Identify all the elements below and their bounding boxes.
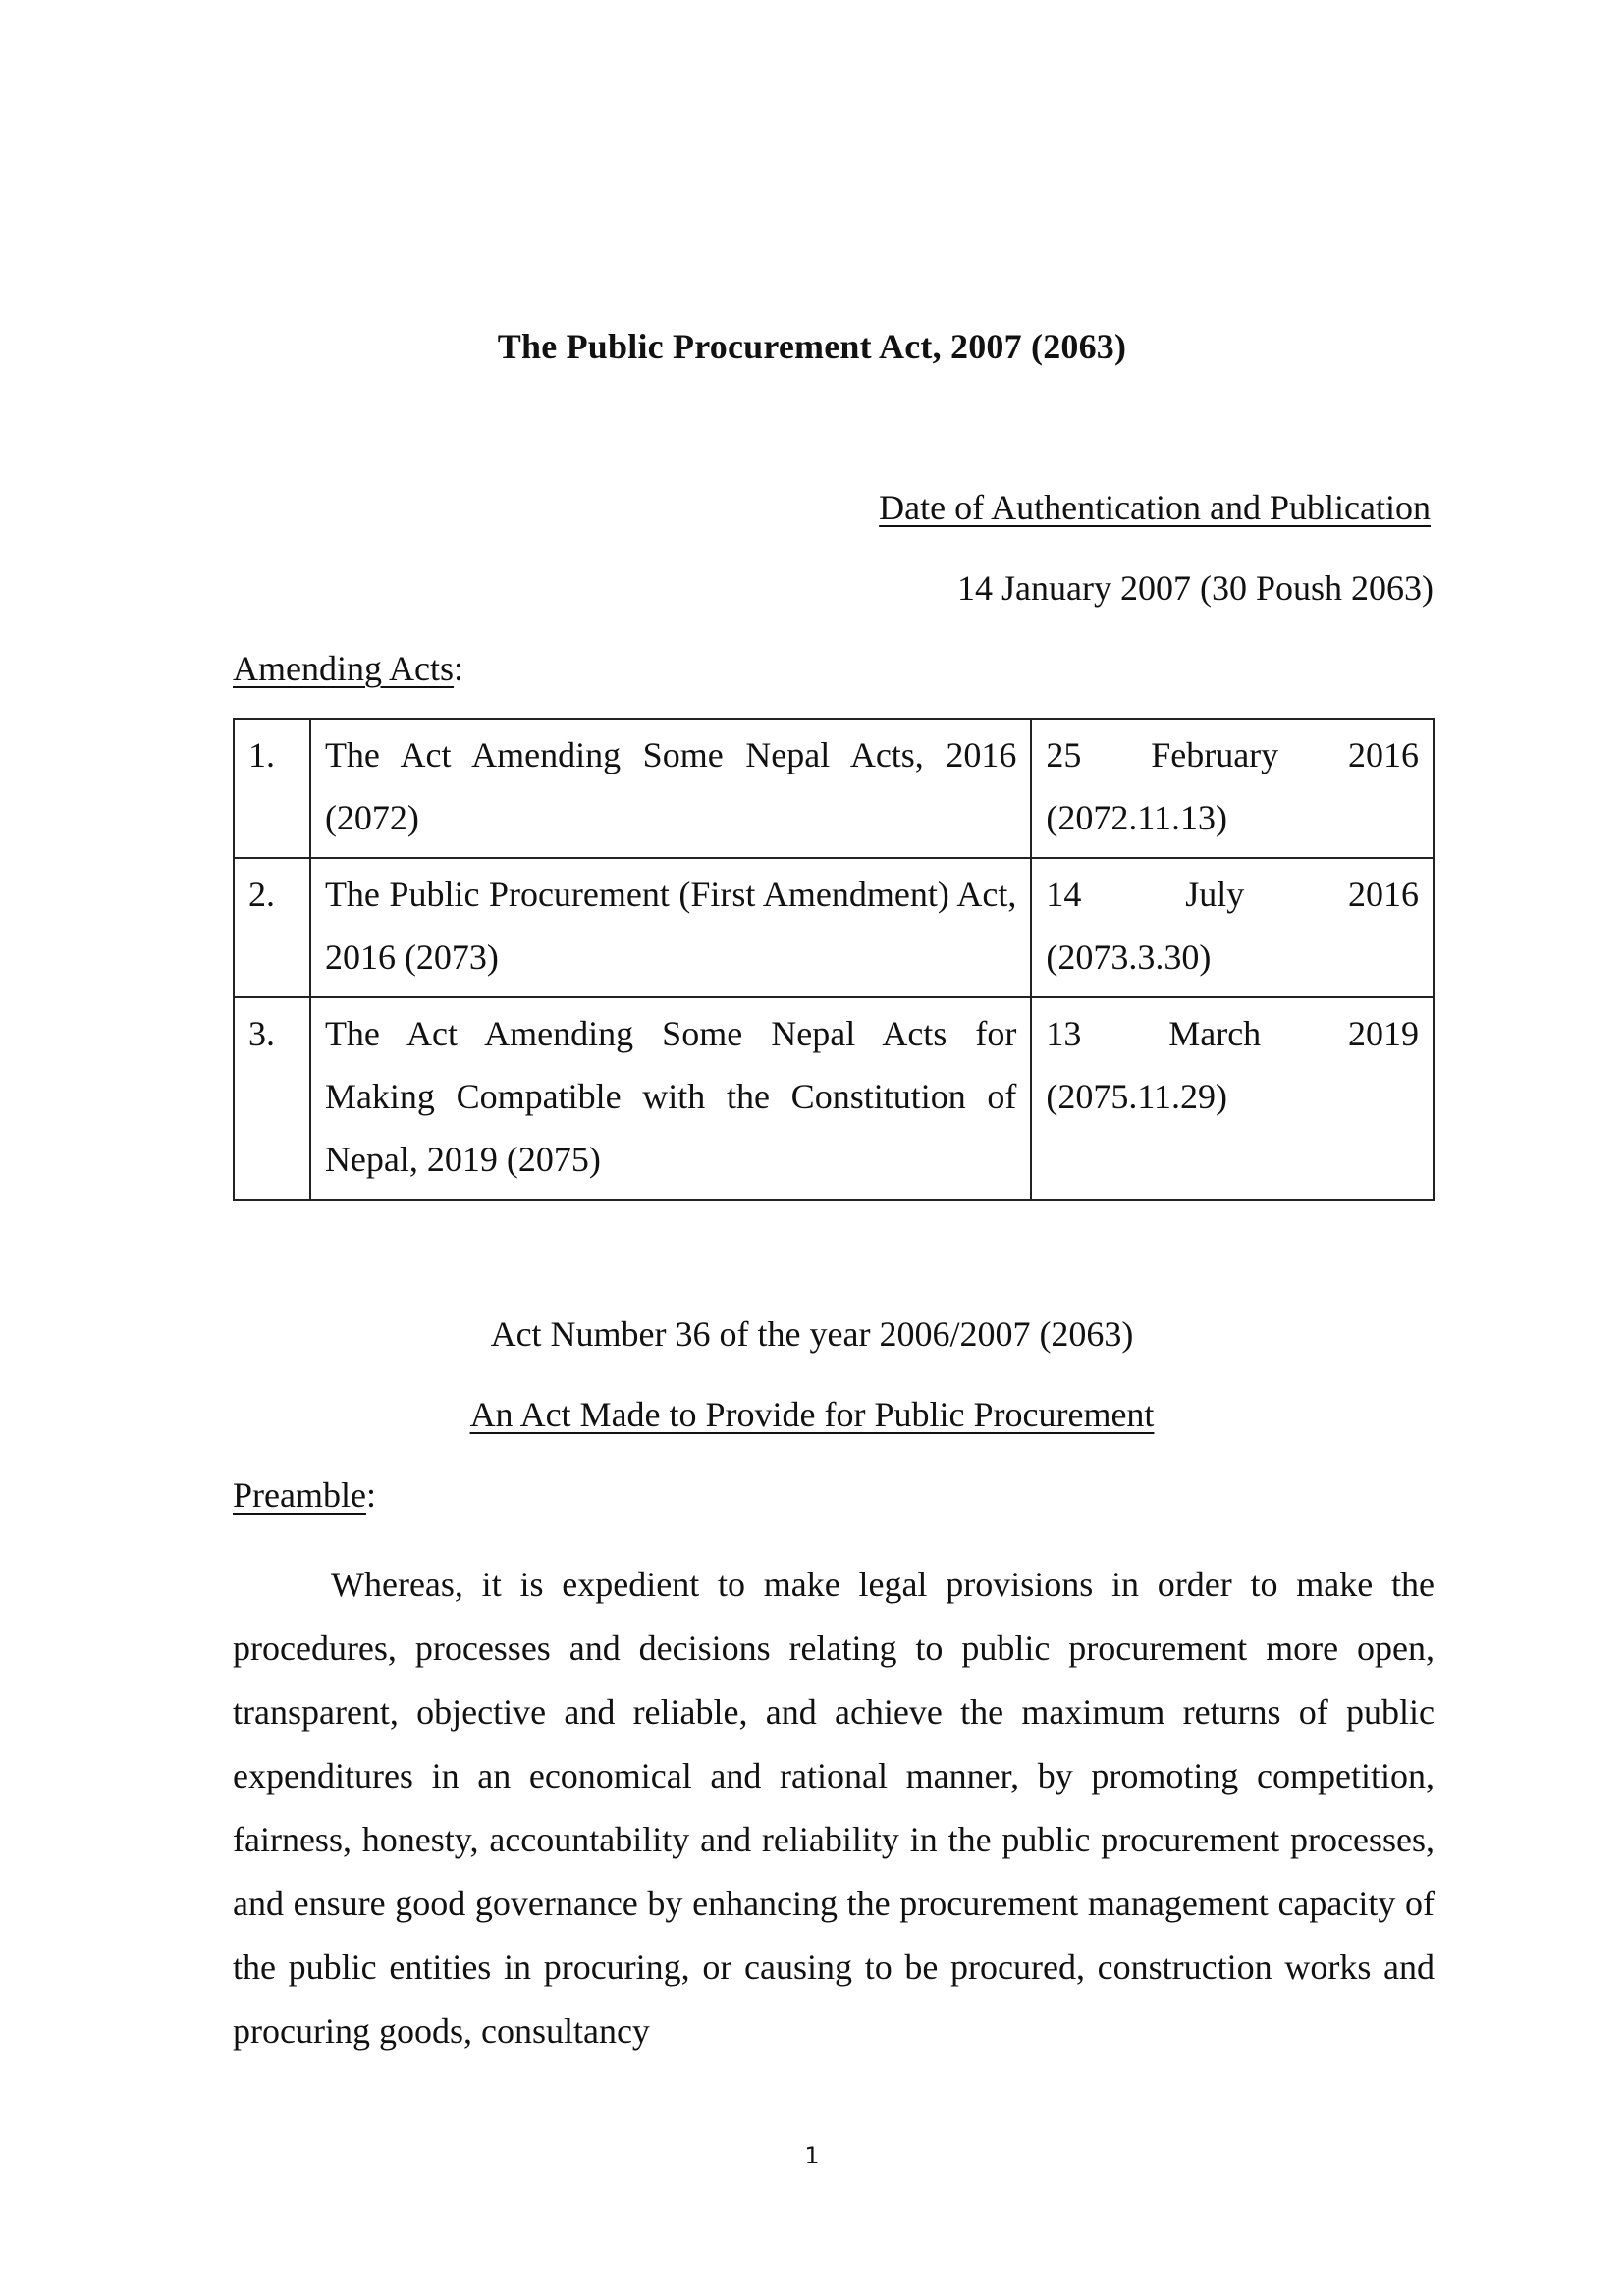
amending-acts-label-text: Amending Acts xyxy=(233,649,454,688)
amendment-number: 1. xyxy=(234,719,310,858)
preamble-colon: : xyxy=(365,1475,376,1515)
page-number: 1 xyxy=(804,2142,820,2169)
authentication-date: 14 January 2007 (30 Poush 2063) xyxy=(957,568,1434,608)
act-title: The Public Procurement Act, 2007 (2063) xyxy=(497,327,1127,366)
act-purpose-text: An Act Made to Provide for Public Procurement xyxy=(469,1395,1155,1434)
amending-acts-table xyxy=(233,718,1435,1201)
amendment-date-month: July xyxy=(1185,875,1245,914)
amendment-date-month: February xyxy=(1151,735,1279,774)
amending-acts-label xyxy=(233,648,463,689)
amendment-act: The Act Amending Some Nepal Acts, 2016 (2072) xyxy=(310,719,1031,858)
amendment-date-bs: (2073.3.30) xyxy=(1046,937,1212,977)
act-number: Act Number 36 of the year 2006/2007 (2063) xyxy=(490,1314,1134,1354)
preamble-label xyxy=(233,1474,376,1516)
preamble-paragraph: Whereas, it is expedient to make legal provisions in order to make the procedures, processes and decisions relating to public procurement more open, transparent, objective and reliable, and achieve the maximum returns of public expenditures in an economical and rational manner, by promoting competition, fairness, honesty, accountability and reliability in the public procurement processes, and ensure good governance by enhancing the procurement management capacity of the public entities in procuring, or causing to be procured, construction works and procuring goods, consultancy xyxy=(233,1565,1435,2051)
amendment-date-day: 14 xyxy=(1046,875,1082,914)
amendment-date-ad xyxy=(1046,723,1419,786)
amending-acts-colon: : xyxy=(453,649,463,688)
amendment-number: 2. xyxy=(234,858,310,997)
amendment-date-year: 2016 xyxy=(1348,735,1419,774)
authentication-heading: Date of Authentication and Publication xyxy=(879,488,1431,527)
amendment-act: The Act Amending Some Nepal Acts for Making Compatible with the Constitution of Nepal, 2019 (2075) xyxy=(310,997,1031,1200)
amendment-date xyxy=(1031,719,1434,858)
amendment-date-year: 2016 xyxy=(1347,875,1419,914)
act-purpose xyxy=(0,1394,1624,1435)
amendment-date-bs: (2075.11.29) xyxy=(1046,1077,1228,1116)
table-row xyxy=(234,858,1434,997)
amendment-date-ad xyxy=(1046,1002,1419,1065)
amendment-date-day: 13 xyxy=(1046,1014,1082,1053)
amendment-date-bs: (2072.11.13) xyxy=(1046,798,1228,837)
amendment-date-day: 25 xyxy=(1046,735,1082,774)
amendment-date xyxy=(1031,997,1434,1200)
table-row xyxy=(234,997,1434,1200)
amendment-act: The Public Procurement (First Amendment) Act, 2016 (2073) xyxy=(310,858,1031,997)
amendment-number: 3. xyxy=(234,997,310,1200)
preamble-label-text: Preamble xyxy=(233,1475,366,1515)
table-row xyxy=(234,719,1434,858)
amendment-date-ad xyxy=(1046,863,1419,926)
amendment-date xyxy=(1031,858,1434,997)
amendment-date-year: 2019 xyxy=(1348,1014,1419,1053)
amendment-date-month: March xyxy=(1168,1014,1262,1053)
